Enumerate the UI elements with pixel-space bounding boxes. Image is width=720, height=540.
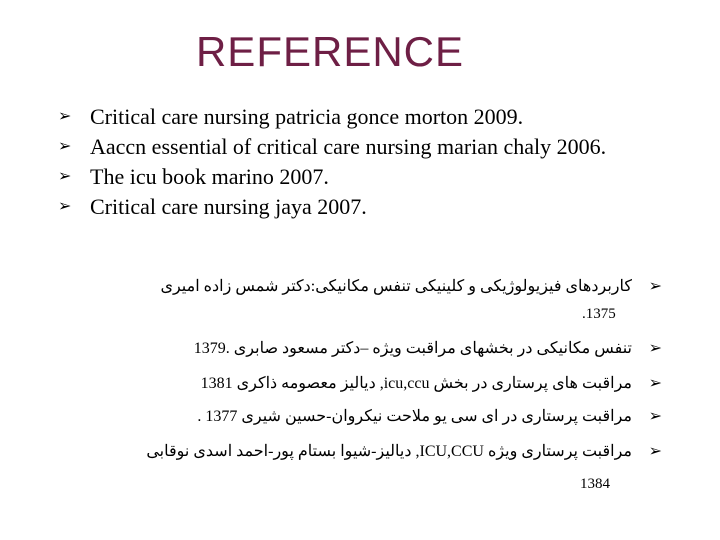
list-item [58, 192, 678, 222]
list-item [58, 102, 678, 132]
arrowhead-bullet-icon: ➢ [648, 443, 662, 460]
page-title: REFERENCE [195, 28, 465, 75]
english-reference-list [58, 102, 678, 222]
list-item [58, 162, 678, 192]
arrowhead-bullet-icon: ➢ [58, 108, 72, 125]
persian-reference-item [72, 406, 662, 426]
reference-text: Critical care nursing patricia gonce morton 2009. [90, 104, 524, 129]
reference-text: مراقبت پرستاری ویژه ICU,CCU, دیالیز-شیوا بستام پور-احمد اسدی نوقابی [146, 443, 632, 460]
list-item [58, 132, 678, 162]
persian-reference-item [72, 441, 662, 461]
arrowhead-bullet-icon: ➢ [648, 408, 662, 425]
reference-text: مراقبت های پرستاری در بخش icu,ccu, دیالیز معصومه ذاکری 1381 [200, 375, 632, 392]
reference-text: تنفس مکانیکی در بخشهای مراقبت ویژه –دکتر مسعود صابری .1379 [193, 340, 632, 357]
reference-text: The icu book marino 2007. [90, 164, 329, 189]
arrowhead-bullet-icon: ➢ [648, 340, 662, 357]
reference-year: 1384 [580, 476, 610, 492]
arrowhead-bullet-icon: ➢ [58, 198, 72, 215]
reference-text: Critical care nursing jaya 2007. [90, 194, 367, 219]
persian-reference-item [72, 373, 662, 393]
persian-reference-item [72, 338, 662, 358]
arrowhead-bullet-icon: ➢ [58, 168, 72, 185]
reference-text: مراقبت پرستاری در ای سی یو ملاحت نیکروان-حسین شیری 1377 . [197, 408, 632, 425]
arrowhead-bullet-icon: ➢ [648, 375, 662, 392]
reference-text: کاربردهای فیزیولوژیکی و کلینیکی تنفس مکانیکی:دکتر شمس زاده امیری [160, 278, 632, 295]
reference-text: Aaccn essential of critical care nursing marian chaly 2006. [90, 134, 607, 159]
persian-reference-item [72, 276, 662, 296]
arrowhead-bullet-icon: ➢ [648, 278, 662, 295]
arrowhead-bullet-icon: ➢ [58, 138, 72, 155]
reference-year: .1375 [582, 306, 616, 322]
